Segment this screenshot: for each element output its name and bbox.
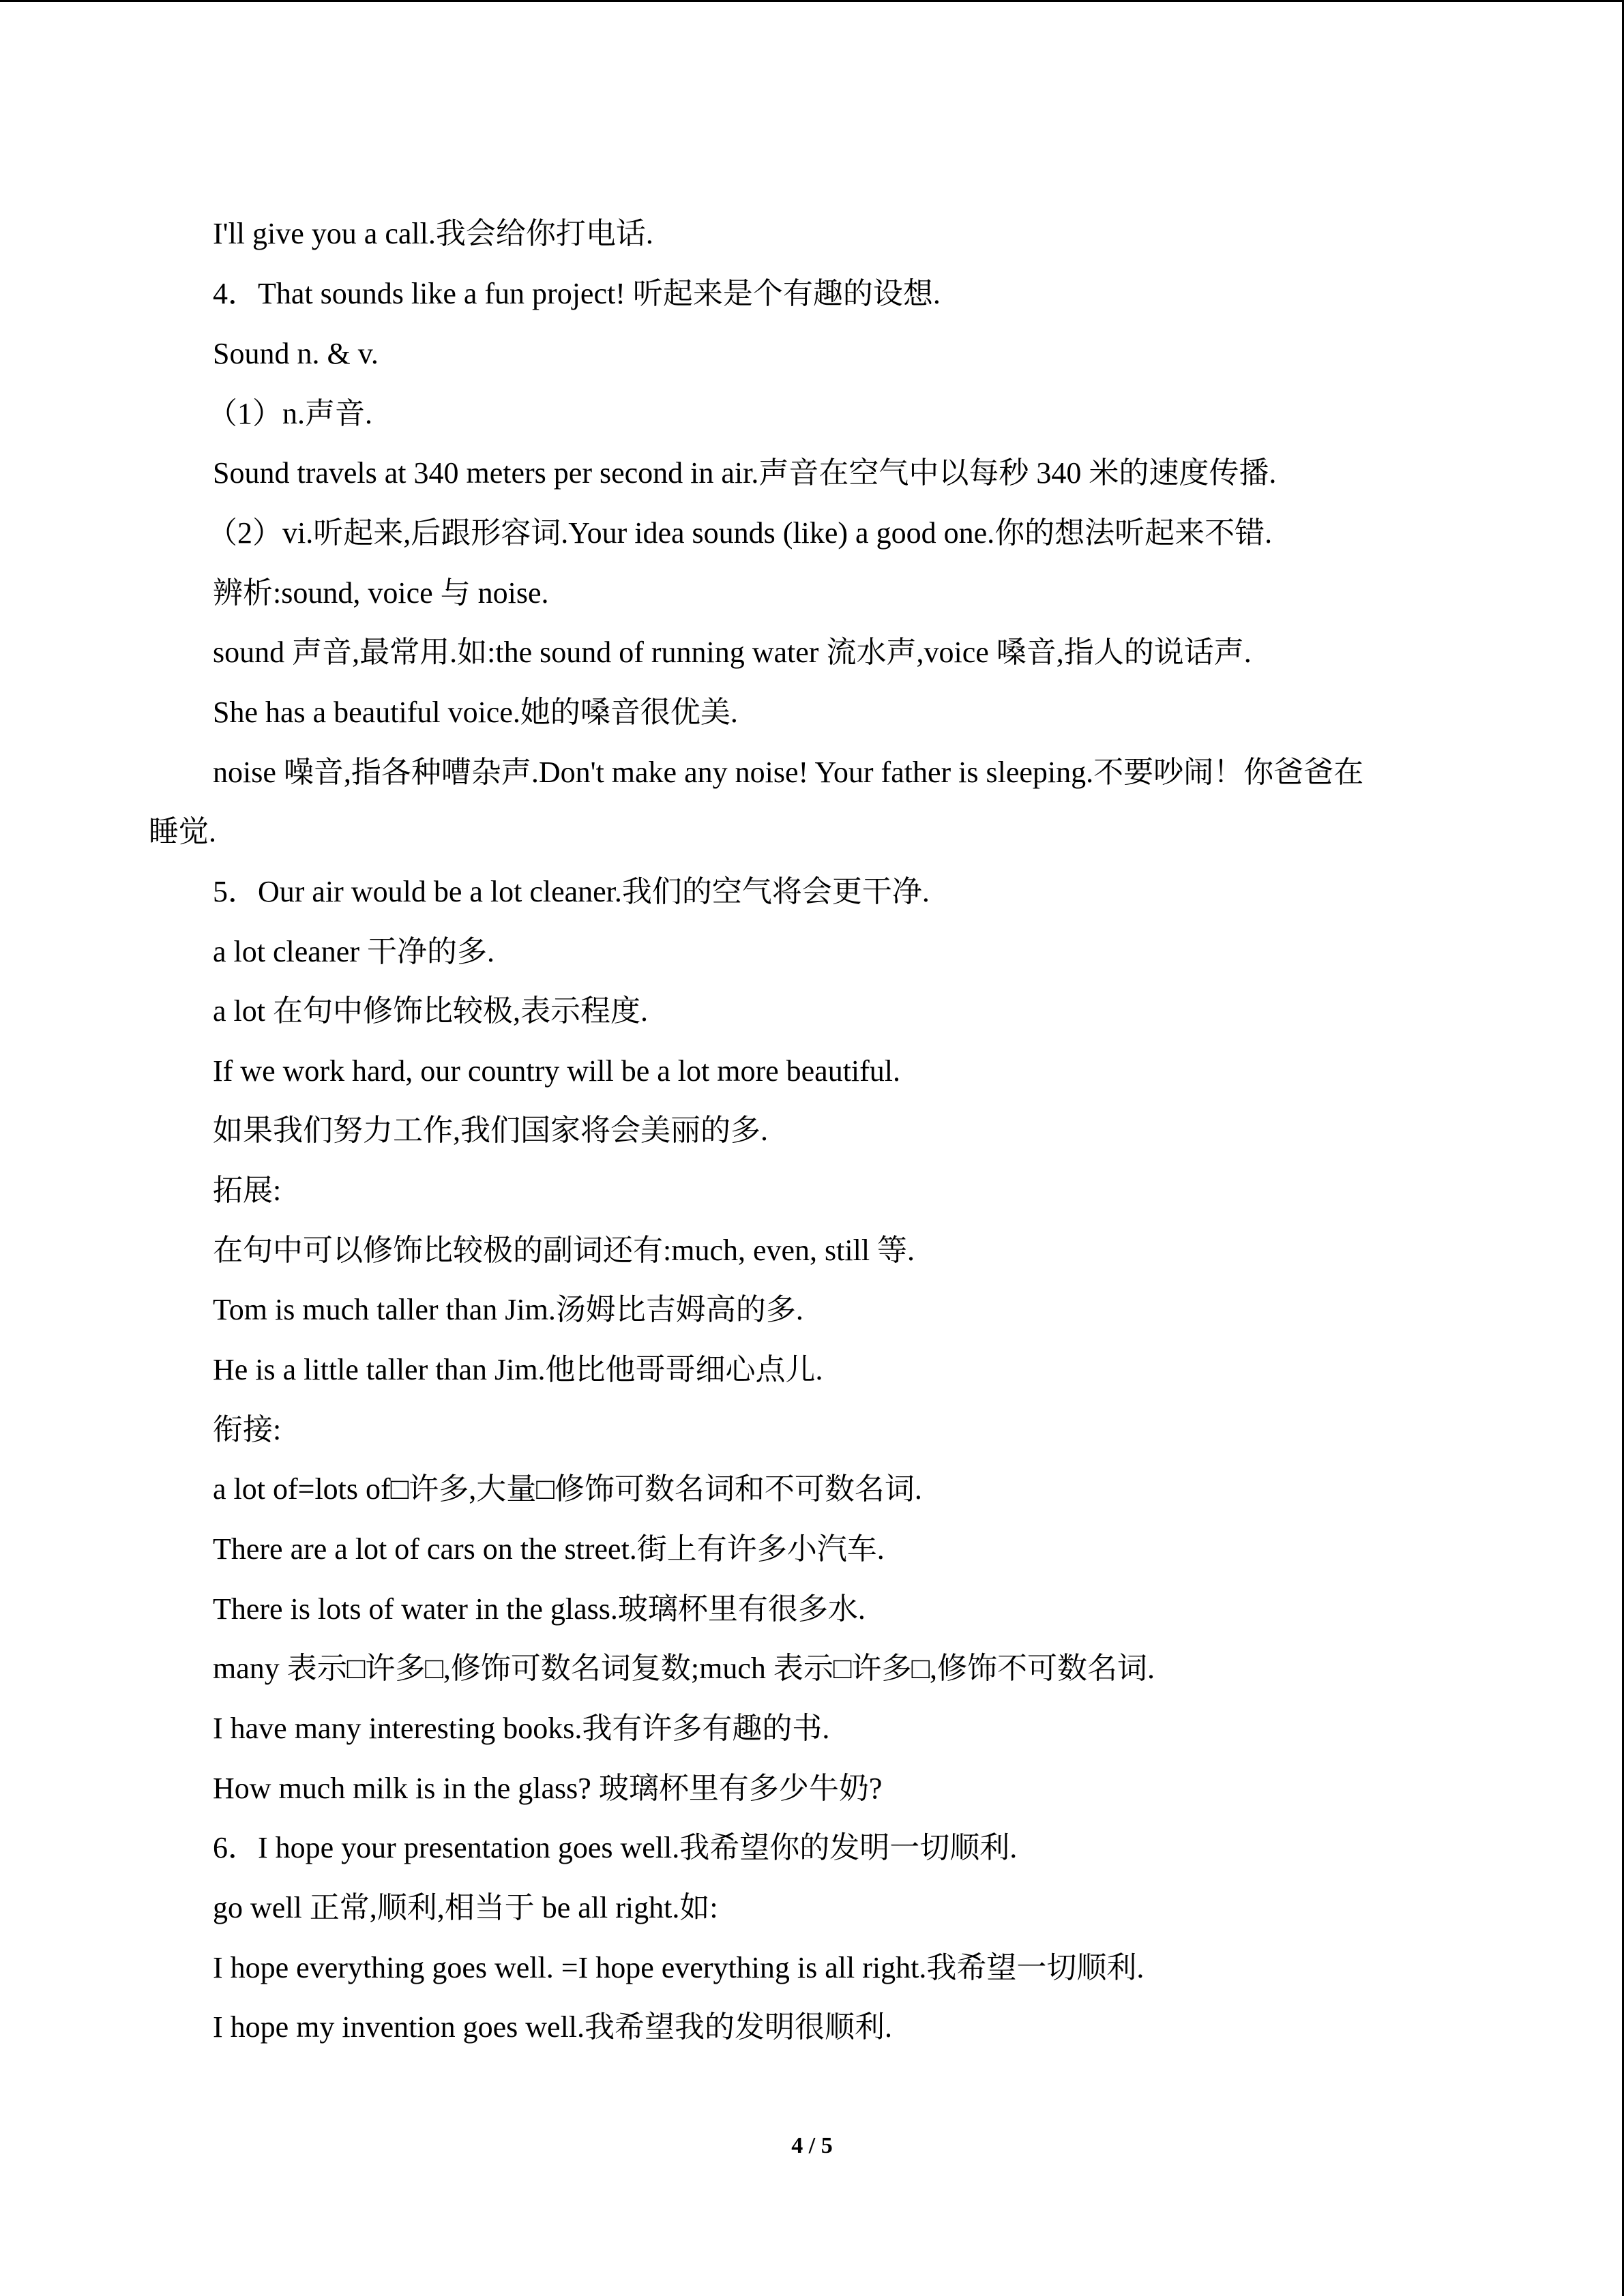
page-number: 4 / 5 [791, 2133, 833, 2158]
text-line: I'll give you a call.我会给你打电话. [213, 217, 653, 250]
text-line: 睡觉. [149, 815, 216, 848]
text-line: I have many interesting books.我有许多有趣的书. [213, 1712, 830, 1745]
text-line: a lot of=lots of□许多,大量□修饰可数名词和不可数名词. [213, 1472, 922, 1506]
text-line: a lot cleaner 干净的多. [213, 935, 494, 968]
text-line: go well 正常,顺利,相当于 be all right.如: [213, 1891, 718, 1924]
text-line: 辨析:sound, voice 与 noise. [213, 576, 549, 610]
text-line: （1）n.声音. [207, 397, 372, 430]
text-line: If we work hard, our country will be a lot more beautiful. [213, 1054, 901, 1088]
text-line: I hope everything goes well. =I hope everything is all right.我希望一切顺利. [213, 1951, 1145, 1984]
text-line: 6．I hope your presentation goes well.我希望你的发明一切顺利. [213, 1831, 1018, 1864]
text-line: Sound n. & v. [213, 337, 379, 370]
page-top-border [0, 0, 1624, 2]
text-line: How much milk is in the glass? 玻璃杯里有多少牛奶? [213, 1772, 883, 1805]
text-line: 衔接: [213, 1413, 282, 1446]
text-line: （2）vi.听起来,后跟形容词.Your idea sounds (like) a good one.你的想法听起来不错. [207, 516, 1273, 550]
text-line: 拓展: [213, 1174, 282, 1207]
text-line: There is lots of water in the glass.玻璃杯里有很多水. [213, 1592, 866, 1626]
text-line: 4．That sounds like a fun project! 听起来是个有趣的设想. [213, 277, 941, 310]
text-line: He is a little taller than Jim.他比他哥哥细心点儿. [213, 1353, 823, 1386]
text-line: 5．Our air would be a lot cleaner.我们的空气将会更干净. [213, 875, 930, 908]
text-line: Tom is much taller than Jim.汤姆比吉姆高的多. [213, 1293, 803, 1326]
text-line: I hope my invention goes well.我希望我的发明很顺利. [213, 2010, 893, 2044]
text-line: 在句中可以修饰比较极的副词还有:much, even, still 等. [213, 1234, 915, 1267]
text-line: She has a beautiful voice.她的嗓音很优美. [213, 696, 738, 729]
text-line: Sound travels at 340 meters per second in air.声音在空气中以每秒 340 米的速度传播. [213, 456, 1277, 490]
text-line: a lot 在句中修饰比较极,表示程度. [213, 994, 648, 1028]
text-line: There are a lot of cars on the street.街上有许多小汽车. [213, 1532, 885, 1566]
text-line: 如果我们努力工作,我们国家将会美丽的多. [213, 1114, 768, 1147]
text-line: sound 声音,最常用.如:the sound of running water 流水声,voice 嗓音,指人的说话声. [213, 636, 1252, 669]
text-line: noise 噪音,指各种嘈杂声.Don't make any noise! Your father is sleeping.不要吵闹！你爸爸在 [213, 756, 1364, 789]
text-line: many 表示□许多□,修饰可数名词复数;much 表示□许多□,修饰不可数名词. [213, 1652, 1155, 1685]
